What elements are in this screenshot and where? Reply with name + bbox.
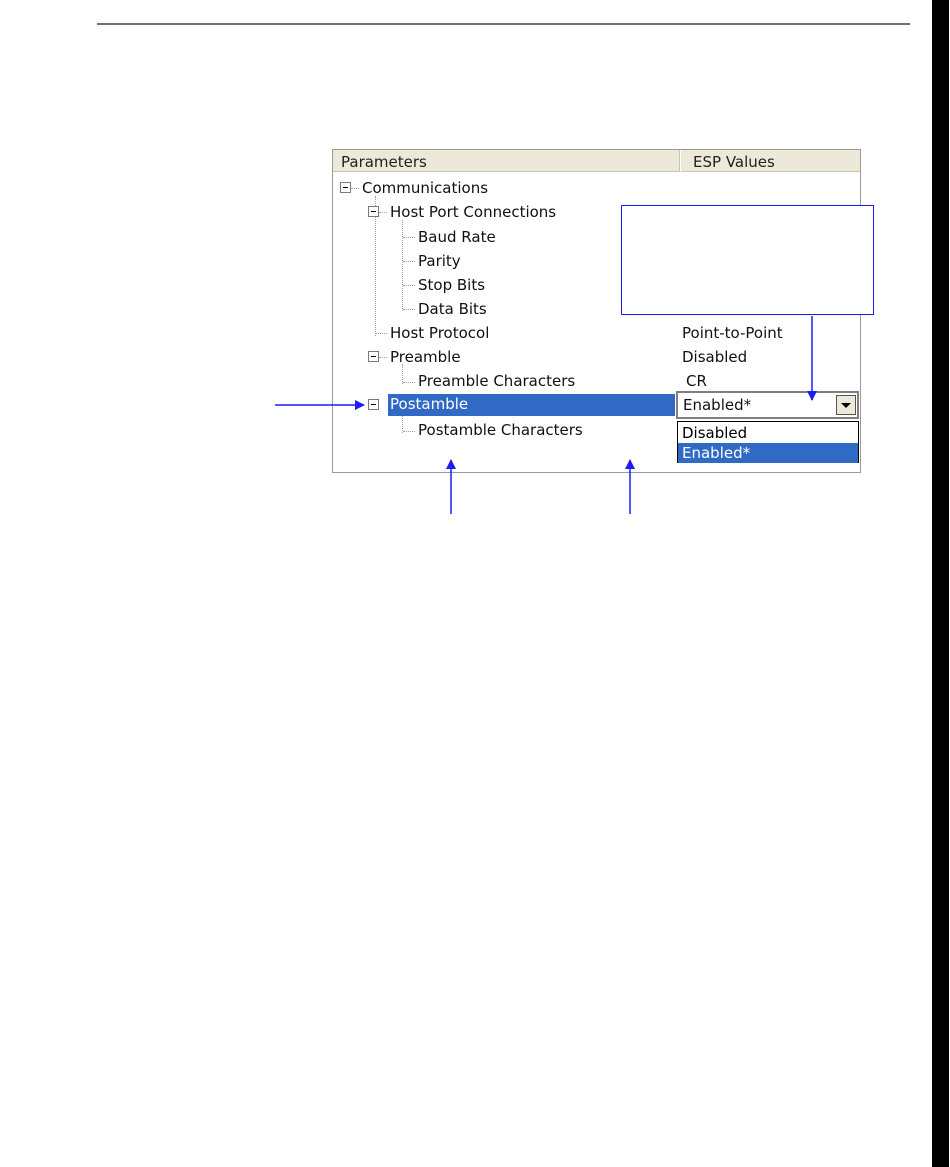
combo-selected-text: Enabled* [683, 396, 752, 414]
column-header-esp-values[interactable]: ESP Values [681, 150, 860, 172]
tree-item-stop-bits[interactable]: Stop Bits [418, 276, 486, 294]
tree-item-host-port-connections[interactable]: Host Port Connections [390, 203, 557, 221]
value-host-protocol[interactable]: Point-to-Point [682, 324, 783, 342]
tree-item-host-protocol[interactable]: Host Protocol [390, 324, 490, 342]
tree-item-communications[interactable]: Communications [362, 179, 489, 197]
column-header-parameters[interactable]: Parameters [333, 150, 680, 172]
value-preamble-characters[interactable]: CR [686, 372, 707, 390]
tree-item-postamble-characters[interactable]: Postamble Characters [418, 421, 583, 439]
tree-item-preamble-characters[interactable]: Preamble Characters [418, 372, 576, 390]
tree-item-baud-rate[interactable]: Baud Rate [418, 228, 496, 246]
tree-item-data-bits[interactable]: Data Bits [418, 300, 487, 318]
tree-item-parity[interactable]: Parity [418, 252, 461, 270]
tree-item-preamble[interactable]: Preamble [390, 348, 461, 366]
dropdown-option-enabled[interactable]: Enabled* [678, 443, 858, 463]
value-preamble[interactable]: Disabled [682, 348, 748, 366]
tree-item-postamble[interactable]: Postamble [388, 394, 675, 416]
dropdown-option-disabled[interactable]: Disabled [682, 424, 748, 442]
